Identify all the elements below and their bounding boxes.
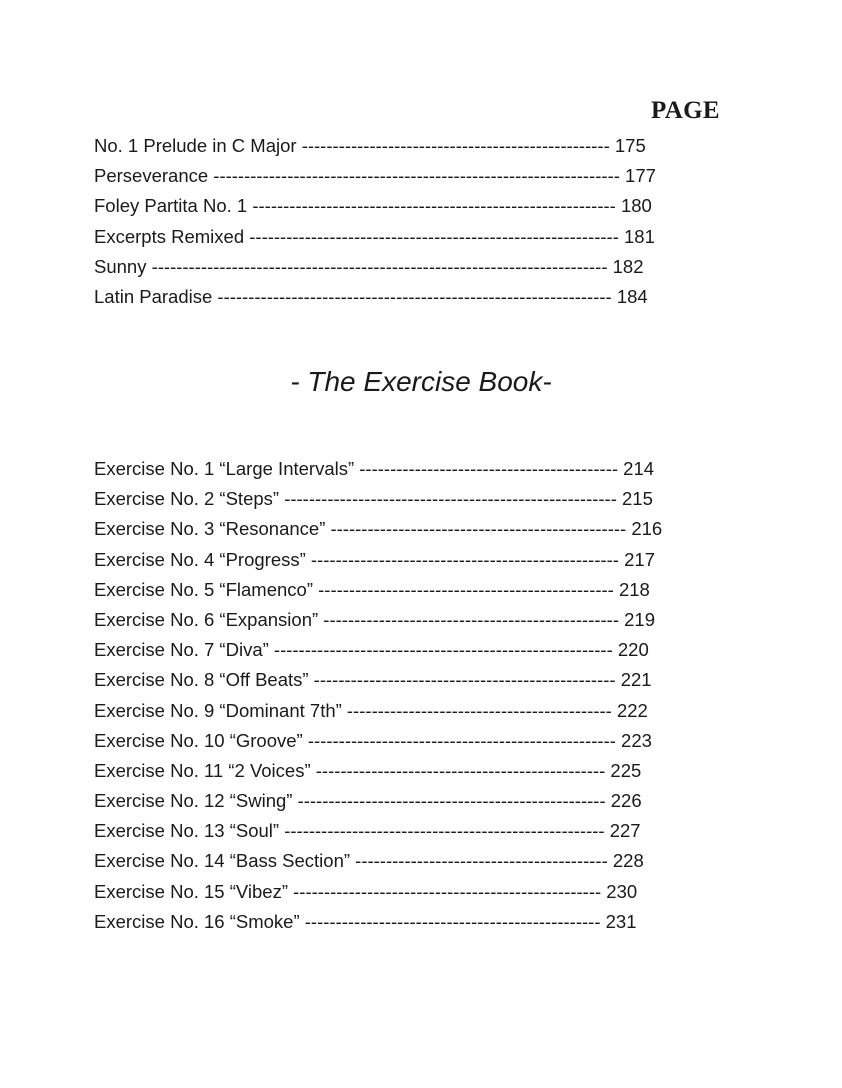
toc-entry: Exercise No. 5 “Flamenco” ------------------------------------------------ 218 [94, 578, 650, 600]
toc-entry: Foley Partita No. 1 ----------------------------------------------------------- 180 [94, 195, 652, 217]
toc-entry: Exercise No. 11 “2 Voices” ----------------------------------------------- 225 [94, 759, 642, 781]
toc-entry: Perseverance ------------------------------------------------------------------ 177 [94, 165, 656, 187]
toc-entry: Exercise No. 1 “Large Intervals” ------------------------------------------ 214 [94, 458, 655, 479]
exercises-toc [94, 454, 662, 937]
toc-entry: Exercise No. 15 “Vibez” -------------------------------------------------- 230 [94, 880, 638, 902]
toc-entry: Exercise No. 14 “Bass Section” ----------------------------------------- 228 [94, 850, 644, 872]
toc-entry: Exercise No. 16 “Smoke” ------------------------------------------------ 231 [94, 910, 637, 932]
toc-entry: Sunny -------------------------------------------------------------------------- 182 [94, 255, 644, 277]
toc-entry: Exercise No. 7 “Diva” ------------------------------------------------------- 220 [94, 639, 649, 661]
toc-entry: Exercise No. 13 “Soul” ---------------------------------------------------- 227 [94, 820, 641, 842]
toc-entry: Exercise No. 6 “Expansion” ------------------------------------------------ 219 [94, 608, 656, 630]
toc-entry: Exercise No. 12 “Swing” -------------------------------------------------- 226 [94, 790, 642, 812]
toc-entry: Excerpts Remixed ------------------------------------------------------------ 181 [94, 225, 655, 247]
section-title: - The Exercise Book- [290, 366, 552, 397]
toc-entry: Exercise No. 4 “Progress” -------------------------------------------------- 217 [94, 548, 655, 570]
toc-entry: Exercise No. 9 “Dominant 7th” ------------------------------------------- 222 [94, 699, 648, 721]
toc-entry: No. 1 Prelude in C Major -------------------------------------------------- 175 [94, 135, 646, 156]
toc-entry: Exercise No. 8 “Off Beats” ------------------------------------------------- 221 [94, 669, 652, 691]
toc-entry: Exercise No. 3 “Resonance” ------------------------------------------------ 216 [94, 518, 663, 540]
toc-entry: Exercise No. 2 “Steps” ------------------------------------------------------ 215 [94, 488, 653, 510]
page-column-heading: PAGE [651, 97, 720, 124]
pieces-toc [94, 131, 656, 312]
toc-entry: Exercise No. 10 “Groove” -------------------------------------------------- 223 [94, 729, 652, 751]
toc-entry: Latin Paradise ---------------------------------------------------------------- 184 [94, 285, 648, 307]
